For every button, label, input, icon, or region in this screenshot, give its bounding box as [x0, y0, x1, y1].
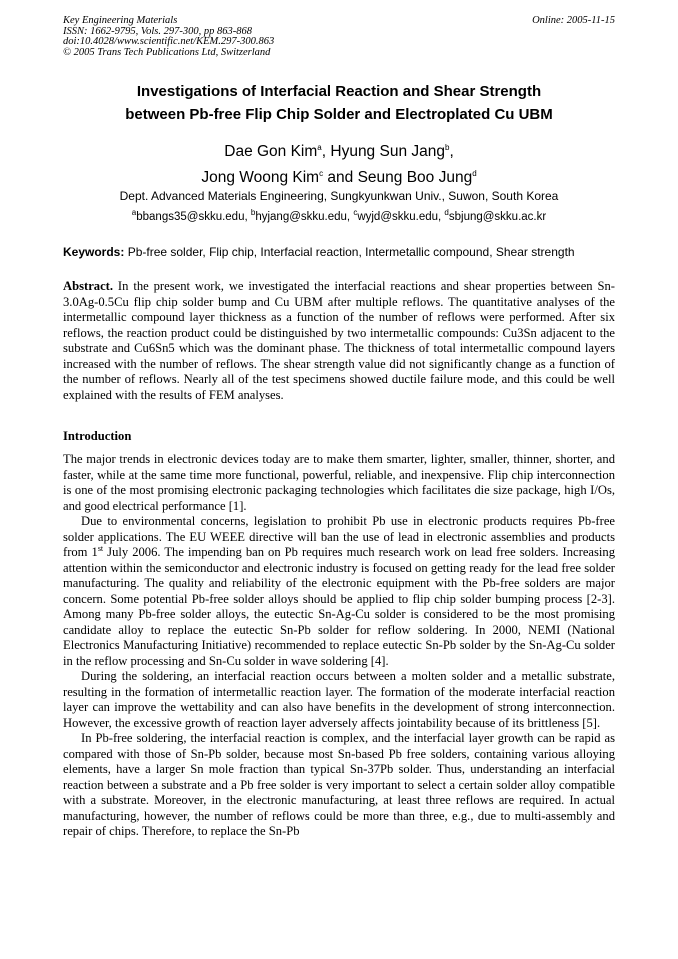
email-mark: d	[444, 208, 449, 218]
author-name: Hyung Sun Jang	[330, 143, 445, 160]
author-list	[63, 139, 615, 191]
email-address: sbjung@skku.ac.kr	[448, 211, 547, 223]
email-mark: b	[250, 208, 256, 218]
doi-line: doi:10.4028/www.scientific.net/KEM.297-300.863	[63, 36, 275, 48]
journal-name: Key Engineering Materials	[63, 15, 178, 26]
author-affil-mark: d	[472, 168, 477, 178]
copyright-line: © 2005 Trans Tech Publications Ltd, Switzerland	[63, 46, 271, 58]
author-name: Jong Woong Kim	[201, 169, 320, 186]
author-separator: ,	[449, 143, 454, 160]
title-line-1: Investigations of Interfacial Reaction and Shear Strength	[136, 83, 542, 100]
author-name: Dae Gon Kim	[224, 143, 318, 160]
issn-line: ISSN: 1662-9795, Vols. 297-300, pp 863-868	[63, 25, 252, 37]
ordinal-suffix: st	[97, 543, 104, 553]
email-mark: a	[131, 208, 137, 218]
introduction-heading: Introduction	[63, 429, 132, 443]
paragraph	[63, 514, 615, 669]
abstract	[63, 279, 615, 403]
paragraph-text: July 2006. The impending ban on Pb requires much research work on lead free solders. Increasing attention within the semiconductor and electronic industry is focused on getting ready for the lead free solder manufacturing. The quality and reliability of the electronic equipment with the Pb-free solders are major concern. Some potential Pb-free solder alloys should be applied to flip chip solder bumping process [2-3]. Among many Pb-free solder alloys, the eutectic Sn-Ag-Cu solder is considered to be the most promising candidate alloy to replace the eutectic Sn-Pb solder for reflow soldering. In 2000, NEMI (National Electronics Manufacturing Initiative) recommended to replace eutectic Sn-Pb solder by the Sn-Ag-Cu solder in the reflow processing and Sn-Cu solder in wave soldering [4].	[63, 545, 615, 668]
author-separator: ,	[321, 143, 331, 160]
email-mark: c	[353, 208, 358, 218]
author-emails	[63, 210, 615, 224]
online-date: Online: 2005-11-15	[532, 15, 615, 26]
abstract-text: In the present work, we investigated the interfacial reactions and shear properties between Sn-3.0Ag-0.5Cu flip chip solder bump and Cu UBM after multiple reflows. The quantitative analyses of the intermetallic compound layer thickness as a function of the number of reflows were performed. After six reflows, the reaction product could be distinguished by two intermetallic compounds: Cu3Sn adjacent to the substrate and Cu6Sn5 which was the dominant phase. The thickness of total intermetallic compound layers increased with the number of reflows. The shear strength value did not significantly change as a function of the number of reflows. Nearly all of the test specimens showed ductile failure mode, and this could be well explained with the results of FEM analyses.	[63, 279, 615, 402]
affiliation: Dept. Advanced Materials Engineering, Sungkyunkwan Univ., Suwon, South Korea	[119, 189, 559, 203]
author-affil-mark: a	[317, 142, 322, 152]
email-address: bbangs35@skku.edu,	[136, 211, 251, 223]
author-line-2	[63, 165, 615, 191]
author-affil-mark: b	[444, 142, 450, 152]
author-line-1	[63, 139, 615, 165]
paragraph: In Pb-free soldering, the interfacial reaction is complex, and the interfacial layer growth can be rapid as compared with those of Sn-Pb solder, because most Sn-based Pb free solders, containing various alloying elements, have a larger Sn mole fraction than typical Sn-37Pb solder. Thus, understanding an interfacial reaction between a substrate and a Pb free solder is very important to select a certain solder alloy compatible with a substrate. Moreover, in the electronic manufacturing, at least three reflows are required. In actual manufacturing, however, the number of reflows could be more than three, e.g., due to multi-assembly and repair of chips. Therefore, to replace the Sn-Pb	[63, 731, 615, 838]
keywords-label: Keywords:	[63, 245, 125, 259]
publication-info	[63, 16, 483, 58]
author-separator: and	[323, 169, 358, 186]
introduction-body	[63, 452, 615, 840]
author-name: Seung Boo Jung	[357, 169, 473, 186]
paragraph: During the soldering, an interfacial reaction occurs between a molten solder and a metallic substrate, resulting in the formation of intermetallic reaction layer. The formation of the moderate interfacial reaction layer can improve the wettability and can also have benefits in the development of strong interconnection. However, the excessive growth of reaction layer adversely affects jointability because of its brittleness [5].	[63, 669, 615, 730]
keywords-text: Pb-free solder, Flip chip, Interfacial reaction, Intermetallic compound, Shear strength	[124, 245, 575, 259]
paragraph-text: Due to environmental concerns, legislation to prohibit Pb use in electronic products requires Pb-free solder applications. The EU WEEE directive will ban the use of lead in electronic assemblies and products from 1	[63, 514, 615, 559]
paper-title	[63, 80, 615, 126]
email-address: hyjang@skku.edu,	[255, 211, 354, 223]
author-affil-mark: c	[319, 168, 324, 178]
keywords	[63, 245, 623, 259]
title-line-2: between Pb-free Flip Chip Solder and Electroplated Cu UBM	[125, 106, 553, 123]
paragraph: The major trends in electronic devices today are to make them smarter, lighter, smaller, thinner, shorter, and faster, while at the same time more functional, powerful, reliable, and inexpensive. Flip chip interconnection is one of the most promising electronic packaging technologies which facilitates die size package, high I/Os, and good electrical performance [1].	[63, 452, 615, 513]
email-address: wyjd@skku.edu,	[357, 211, 445, 223]
abstract-label: Abstract.	[63, 279, 114, 293]
